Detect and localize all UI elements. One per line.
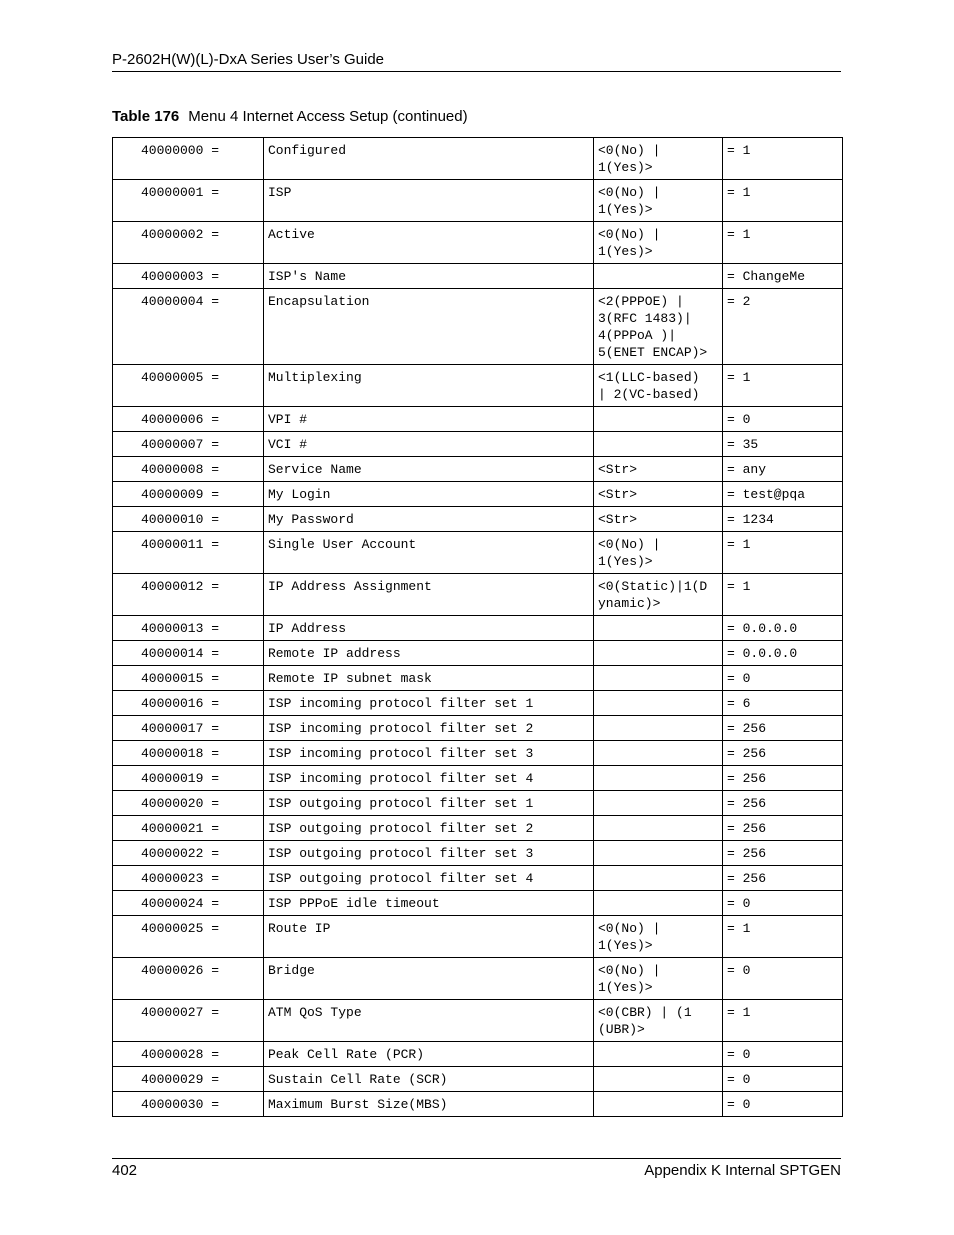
field-code-cell: 40000017 = [113, 716, 264, 741]
default-value-cell: = 0 [723, 666, 843, 691]
default-value-cell: = 0 [723, 1067, 843, 1092]
default-value-cell: = 0.0.0.0 [723, 616, 843, 641]
table-row [113, 741, 843, 766]
value-range-cell: <0(No) | 1(Yes)> [594, 532, 723, 574]
header-divider [112, 71, 841, 72]
table-row [113, 138, 843, 180]
value-range-cell [594, 641, 723, 666]
default-value-cell: = 256 [723, 866, 843, 891]
field-code-cell: 40000005 = [113, 365, 264, 407]
default-value-cell: = 0 [723, 1092, 843, 1117]
field-code-cell: 40000025 = [113, 916, 264, 958]
table-row [113, 691, 843, 716]
field-code-cell: 40000021 = [113, 816, 264, 841]
field-code-cell: 40000023 = [113, 866, 264, 891]
table-row [113, 264, 843, 289]
value-range-cell [594, 616, 723, 641]
value-range-cell [594, 716, 723, 741]
field-code-cell: 40000024 = [113, 891, 264, 916]
default-value-cell: = 2 [723, 289, 843, 365]
value-range-cell: <0(No) | 1(Yes)> [594, 138, 723, 180]
field-code-cell: 40000018 = [113, 741, 264, 766]
value-range-cell: <0(Static)|1(D ynamic)> [594, 574, 723, 616]
default-value-cell: = 1 [723, 138, 843, 180]
table-row [113, 841, 843, 866]
field-code-cell: 40000029 = [113, 1067, 264, 1092]
field-code-cell: 40000013 = [113, 616, 264, 641]
field-code-cell: 40000009 = [113, 482, 264, 507]
table-row [113, 891, 843, 916]
value-range-cell [594, 816, 723, 841]
field-code-cell: 40000000 = [113, 138, 264, 180]
field-name-cell: IP Address [264, 616, 594, 641]
field-name-cell: ISP outgoing protocol filter set 2 [264, 816, 594, 841]
table-row [113, 716, 843, 741]
field-code-cell: 40000010 = [113, 507, 264, 532]
field-name-cell: Service Name [264, 457, 594, 482]
field-name-cell: ISP [264, 180, 594, 222]
table-row [113, 958, 843, 1000]
field-name-cell: Peak Cell Rate (PCR) [264, 1042, 594, 1067]
value-range-cell: <Str> [594, 507, 723, 532]
field-code-cell: 40000022 = [113, 841, 264, 866]
footer-divider [112, 1158, 841, 1159]
table-row [113, 180, 843, 222]
value-range-cell [594, 1042, 723, 1067]
field-code-cell: 40000006 = [113, 407, 264, 432]
default-value-cell: = 6 [723, 691, 843, 716]
default-value-cell: = 0 [723, 958, 843, 1000]
page-number: 402 [112, 1162, 138, 1179]
table-row [113, 507, 843, 532]
field-name-cell: Multiplexing [264, 365, 594, 407]
default-value-cell: = 1234 [723, 507, 843, 532]
value-range-cell: <0(No) | 1(Yes)> [594, 222, 723, 264]
field-code-cell: 40000027 = [113, 1000, 264, 1042]
field-name-cell: ISP incoming protocol filter set 4 [264, 766, 594, 791]
table-row [113, 1000, 843, 1042]
table-row [113, 1067, 843, 1092]
default-value-cell: = 1 [723, 532, 843, 574]
value-range-cell [594, 691, 723, 716]
value-range-cell: <1(LLC-based) | 2(VC-based) [594, 365, 723, 407]
value-range-cell: <2(PPPOE) | 3(RFC 1483)| 4(PPPoA )| 5(ENET ENCAP)> [594, 289, 723, 365]
sptgen-menu4-table [112, 137, 843, 1117]
field-code-cell: 40000028 = [113, 1042, 264, 1067]
value-range-cell: <Str> [594, 457, 723, 482]
value-range-cell: <0(No) | 1(Yes)> [594, 916, 723, 958]
footer-section-title: Appendix K Internal SPTGEN [644, 1162, 841, 1179]
value-range-cell: <0(No) | 1(Yes)> [594, 180, 723, 222]
default-value-cell: = 256 [723, 791, 843, 816]
field-name-cell: My Password [264, 507, 594, 532]
field-code-cell: 40000008 = [113, 457, 264, 482]
field-name-cell: Remote IP address [264, 641, 594, 666]
field-code-cell: 40000012 = [113, 574, 264, 616]
field-name-cell: IP Address Assignment [264, 574, 594, 616]
field-code-cell: 40000014 = [113, 641, 264, 666]
table-row [113, 432, 843, 457]
field-name-cell: Sustain Cell Rate (SCR) [264, 1067, 594, 1092]
table-row [113, 482, 843, 507]
field-name-cell: My Login [264, 482, 594, 507]
field-code-cell: 40000015 = [113, 666, 264, 691]
field-name-cell: VCI # [264, 432, 594, 457]
field-code-cell: 40000016 = [113, 691, 264, 716]
field-name-cell: ISP outgoing protocol filter set 3 [264, 841, 594, 866]
value-range-cell [594, 1067, 723, 1092]
table-row [113, 222, 843, 264]
table-row [113, 1042, 843, 1067]
field-code-cell: 40000003 = [113, 264, 264, 289]
field-name-cell: ISP PPPoE idle timeout [264, 891, 594, 916]
table-row [113, 532, 843, 574]
table-row [113, 407, 843, 432]
default-value-cell: = 1 [723, 1000, 843, 1042]
table-caption-text: Menu 4 Internet Access Setup (continued) [188, 108, 468, 125]
table-row [113, 574, 843, 616]
value-range-cell [594, 666, 723, 691]
table-caption-label: Table 176 [112, 108, 180, 125]
field-code-cell: 40000002 = [113, 222, 264, 264]
table-row [113, 289, 843, 365]
table-row [113, 365, 843, 407]
table-row [113, 1092, 843, 1117]
default-value-cell: = 1 [723, 916, 843, 958]
field-name-cell: Single User Account [264, 532, 594, 574]
table-caption [112, 108, 468, 125]
default-value-cell: = 1 [723, 574, 843, 616]
field-code-cell: 40000007 = [113, 432, 264, 457]
default-value-cell: = 1 [723, 365, 843, 407]
value-range-cell: <Str> [594, 482, 723, 507]
table-row [113, 816, 843, 841]
value-range-cell: <0(No) | 1(Yes)> [594, 958, 723, 1000]
table-row [113, 766, 843, 791]
field-name-cell: Maximum Burst Size(MBS) [264, 1092, 594, 1117]
default-value-cell: = 0 [723, 1042, 843, 1067]
field-name-cell: ISP incoming protocol filter set 1 [264, 691, 594, 716]
field-name-cell: ISP's Name [264, 264, 594, 289]
table-row [113, 791, 843, 816]
default-value-cell: = 256 [723, 716, 843, 741]
value-range-cell [594, 866, 723, 891]
field-name-cell: Route IP [264, 916, 594, 958]
field-code-cell: 40000004 = [113, 289, 264, 365]
value-range-cell [594, 741, 723, 766]
default-value-cell: = ChangeMe [723, 264, 843, 289]
default-value-cell: = 1 [723, 222, 843, 264]
field-name-cell: Remote IP subnet mask [264, 666, 594, 691]
value-range-cell: <0(CBR) | (1 (UBR)> [594, 1000, 723, 1042]
value-range-cell [594, 891, 723, 916]
value-range-cell [594, 407, 723, 432]
table-row [113, 641, 843, 666]
default-value-cell: = 35 [723, 432, 843, 457]
field-name-cell: ISP incoming protocol filter set 3 [264, 741, 594, 766]
field-code-cell: 40000020 = [113, 791, 264, 816]
field-name-cell: Configured [264, 138, 594, 180]
default-value-cell: = any [723, 457, 843, 482]
field-code-cell: 40000030 = [113, 1092, 264, 1117]
default-value-cell: = 0 [723, 891, 843, 916]
default-value-cell: = 256 [723, 766, 843, 791]
default-value-cell: = 0 [723, 407, 843, 432]
value-range-cell [594, 264, 723, 289]
field-name-cell: Active [264, 222, 594, 264]
table-row [113, 866, 843, 891]
value-range-cell [594, 432, 723, 457]
field-name-cell: ISP outgoing protocol filter set 4 [264, 866, 594, 891]
field-code-cell: 40000001 = [113, 180, 264, 222]
default-value-cell: = 1 [723, 180, 843, 222]
table-row [113, 666, 843, 691]
field-name-cell: ISP outgoing protocol filter set 1 [264, 791, 594, 816]
default-value-cell: = 256 [723, 816, 843, 841]
table-row [113, 457, 843, 482]
value-range-cell [594, 766, 723, 791]
page-header-title: P-2602H(W)(L)-DxA Series User’s Guide [112, 51, 385, 68]
field-name-cell: VPI # [264, 407, 594, 432]
field-name-cell: Encapsulation [264, 289, 594, 365]
default-value-cell: = 256 [723, 841, 843, 866]
table-row [113, 616, 843, 641]
field-code-cell: 40000011 = [113, 532, 264, 574]
field-name-cell: ISP incoming protocol filter set 2 [264, 716, 594, 741]
value-range-cell [594, 1092, 723, 1117]
field-name-cell: Bridge [264, 958, 594, 1000]
default-value-cell: = test@pqa [723, 482, 843, 507]
field-code-cell: 40000026 = [113, 958, 264, 1000]
value-range-cell [594, 841, 723, 866]
value-range-cell [594, 791, 723, 816]
table-row [113, 916, 843, 958]
default-value-cell: = 0.0.0.0 [723, 641, 843, 666]
field-name-cell: ATM QoS Type [264, 1000, 594, 1042]
field-code-cell: 40000019 = [113, 766, 264, 791]
default-value-cell: = 256 [723, 741, 843, 766]
